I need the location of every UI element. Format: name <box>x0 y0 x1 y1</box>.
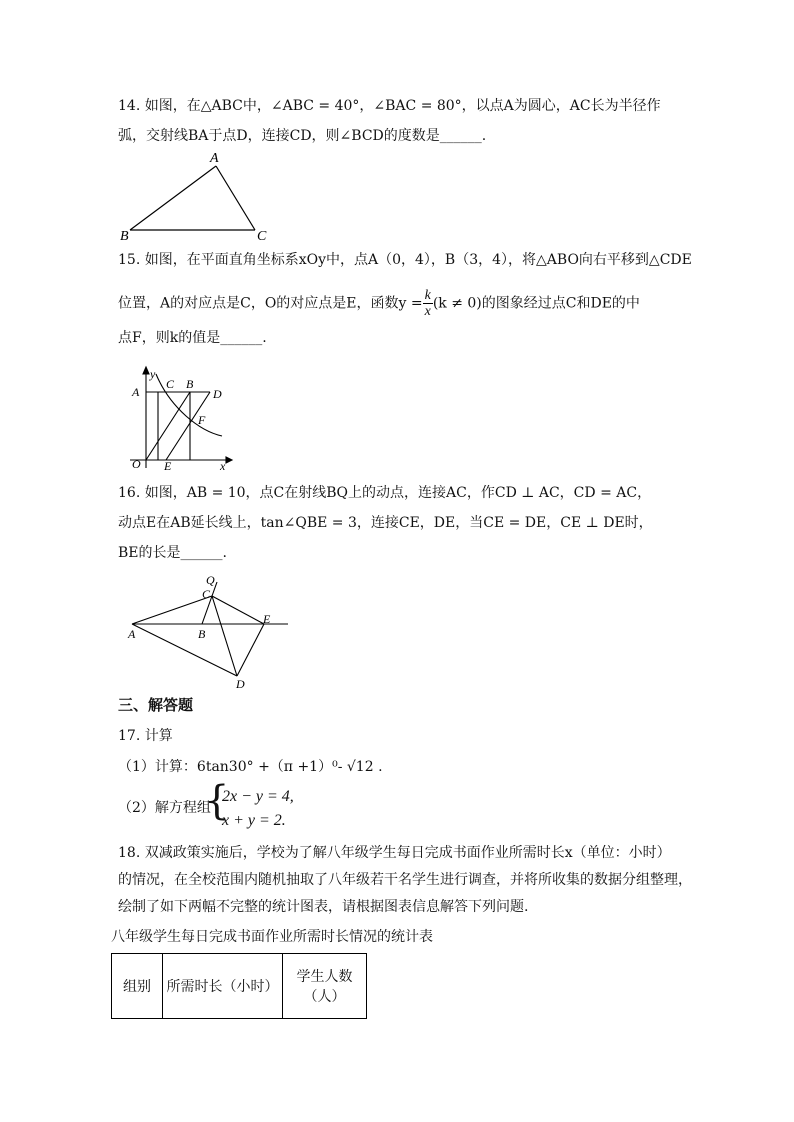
label-A: A <box>128 627 136 641</box>
system-brace: { <box>204 778 230 824</box>
header-count <box>283 954 367 1019</box>
q18-line1: 18. 双减政策实施后，学校为了解八年级学生每日完成书面作业所需时长x（单位：小时） <box>118 845 671 861</box>
label-B: B <box>198 627 206 641</box>
q16-line3: BE的长是______. <box>118 545 227 561</box>
label-B: B <box>120 229 129 244</box>
q15-line3: 点F，则k的值是______. <box>118 330 267 346</box>
label-C: C <box>202 587 211 601</box>
label-x: x <box>220 459 226 472</box>
frac-denominator: x <box>424 304 431 319</box>
label-C: C <box>257 229 267 244</box>
label-O: O <box>132 457 141 471</box>
q15-line2-pre: 位置，A的对应点是C，O的对应点是E，函数y = <box>118 295 423 312</box>
label-Q: Q <box>206 573 215 587</box>
q15-coordinate-figure <box>126 364 236 472</box>
q17-eq1: 2x − y = 4, <box>222 788 294 805</box>
q17-eq2: x + y = 2. <box>222 812 286 829</box>
q16-geometry-figure <box>122 572 302 692</box>
q16-line2: 动点E在AB延长线上，tan∠QBE = 3，连接CE，DE，当CE = DE，CE ⊥ DE时， <box>118 515 653 531</box>
table-header-row <box>112 954 367 1019</box>
q17-title: 17. 计算 <box>118 728 173 744</box>
label-E: E <box>263 612 271 626</box>
q17-part2-label: （2）解方程组 <box>118 800 211 816</box>
label-A: A <box>132 385 140 399</box>
q15-line1: 15. 如图，在平面直角坐标系xOy中，点A（0，4），B（3，4），将△ABO向右平移到△CDE <box>118 252 692 268</box>
q14-line2: 弧，交射线BA于点D，连接CD，则∠BCD的度数是______. <box>118 128 487 144</box>
q16-line1: 16. 如图，AB = 10，点C在射线BQ上的动点，连接AC，作CD ⊥ AC，CD = AC， <box>118 485 652 501</box>
q14-line1: 14. 如图，在△ABC中，∠ABC = 40°，∠BAC = 80°，以点A为圆心，AC长为半径作 <box>118 98 661 114</box>
header-count-line2: （人） <box>303 989 346 1005</box>
label-A: A <box>210 151 219 166</box>
label-y: y <box>150 367 156 381</box>
q18-table-title: 八年级学生每日完成书面作业所需时长情况的统计表 <box>111 929 433 945</box>
q18-line2: 的情况，在全校范围内随机抽取了八年级若干名学生进行调查，并将所收集的数据分组整理， <box>118 872 692 888</box>
frac-numerator: k <box>424 288 431 303</box>
label-E: E <box>164 459 172 472</box>
q15-line2 <box>118 288 640 319</box>
q17-part1: （1）计算：6tan30° +（π +1）⁰- √12 . <box>118 759 383 775</box>
label-D: D <box>213 387 222 401</box>
label-C: C <box>166 377 175 391</box>
q18-line3: 绘制了如下两幅不完整的统计图表，请根据图表信息解答下列问题. <box>118 899 529 915</box>
label-F: F <box>198 413 206 427</box>
q15-line2-post: (k ≠ 0)的图象经过点C和DE的中 <box>432 295 640 312</box>
label-D: D <box>236 677 245 691</box>
label-B: B <box>186 377 194 391</box>
header-duration: 所需时长（小时） <box>163 954 283 1019</box>
section-heading: 三、解答题 <box>118 696 194 714</box>
q14-triangle-figure <box>110 148 280 244</box>
header-count-line1: 学生人数 <box>296 969 353 985</box>
fraction-k-over-x <box>423 288 433 319</box>
stat-table <box>111 953 367 1019</box>
header-group: 组别 <box>112 954 163 1019</box>
